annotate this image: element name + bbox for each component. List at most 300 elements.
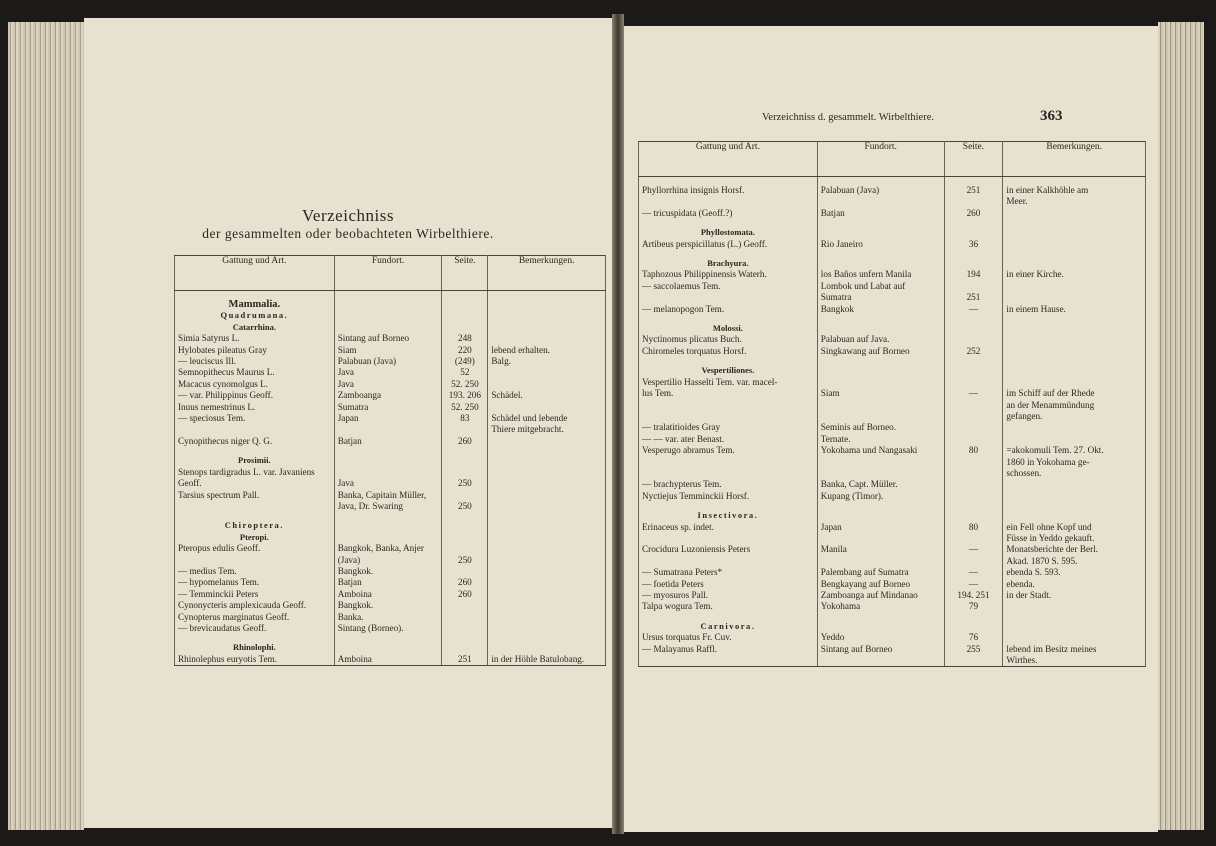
page-cell: [944, 468, 1003, 479]
remarks-cell: [1003, 334, 1146, 345]
page-cell: 76: [944, 632, 1003, 643]
empty-cell: [639, 315, 818, 323]
species-cell: — saccolaemus Tem.: [639, 281, 818, 292]
locality-cell: Yokohama: [817, 601, 944, 612]
spacer-row: [175, 634, 606, 642]
page-cell: 193. 206: [442, 390, 488, 401]
species-cell: Talpa wogura Tem.: [639, 601, 818, 612]
table-row: [175, 600, 606, 611]
species-cell: Cynopithecus niger Q. G.: [175, 436, 335, 447]
page-cell: [944, 196, 1003, 207]
species-cell: Hylobates pileatus Gray: [175, 345, 335, 356]
species-cell: — var. Philippinus Geoff.: [175, 390, 335, 401]
empty-cell: [1003, 315, 1146, 323]
empty-cell: [944, 365, 1003, 376]
empty-cell: [334, 291, 442, 300]
empty-cell: [175, 291, 335, 300]
locality-cell: Japan: [817, 522, 944, 533]
page-cell: [442, 600, 488, 611]
page-cell: [442, 623, 488, 634]
empty-cell: [488, 310, 606, 321]
remarks-cell: ebenda.: [1003, 579, 1146, 590]
remarks-cell: [488, 402, 606, 413]
col-header-genus: Gattung und Art.: [175, 256, 335, 291]
species-cell: Nyctiejus Temminckii Horsf.: [639, 491, 818, 502]
table-row: [639, 445, 1146, 456]
remarks-cell: Thiere mitgebracht.: [488, 424, 606, 435]
empty-cell: [488, 455, 606, 466]
table-row: [639, 281, 1146, 292]
table-row: [639, 655, 1146, 667]
page-cell: —: [944, 567, 1003, 578]
remarks-cell: ein Fell ohne Kopf und: [1003, 522, 1146, 533]
table-row: [639, 590, 1146, 601]
remarks-cell: 1860 in Yokohama ge-: [1003, 457, 1146, 468]
table-row: [639, 479, 1146, 490]
locality-cell: Java: [334, 367, 442, 378]
species-cell: Artibeus perspicillatus (L.) Geoff.: [639, 239, 818, 250]
empty-cell: [442, 291, 488, 300]
group-heading-row: [175, 310, 606, 321]
species-cell: — tralatitioides Gray: [639, 422, 818, 433]
locality-cell: [817, 468, 944, 479]
species-cell: Inuus nemestrinus L.: [175, 402, 335, 413]
table-row: [175, 555, 606, 566]
page-cell: 251: [442, 654, 488, 666]
page-cell: 80: [944, 522, 1003, 533]
table-row: [175, 436, 606, 447]
remarks-cell: an der Menammündung: [1003, 400, 1146, 411]
empty-cell: [175, 447, 335, 455]
col-header-remarks: Bemerkungen.: [488, 256, 606, 291]
remarks-cell: [488, 566, 606, 577]
table-row: [175, 654, 606, 666]
empty-cell: [944, 621, 1003, 632]
group-heading-row: [175, 322, 606, 333]
table-row: [175, 623, 606, 634]
species-cell: [639, 400, 818, 411]
locality-cell: Sintang auf Borneo: [334, 333, 442, 344]
table-row: [175, 333, 606, 344]
table-row: [175, 577, 606, 588]
locality-cell: Rio Janeiro: [817, 239, 944, 250]
group-heading-row: [175, 532, 606, 543]
locality-cell: Batjan: [334, 436, 442, 447]
empty-cell: [488, 322, 606, 333]
table-row: [639, 644, 1146, 655]
table-row: [639, 269, 1146, 280]
spacer-row: [639, 177, 1146, 186]
empty-cell: [1003, 621, 1146, 632]
locality-cell: [817, 655, 944, 667]
page-cell: [442, 424, 488, 435]
group-heading-row: [175, 520, 606, 531]
locality-cell: Siam: [817, 388, 944, 399]
locality-cell: Sintang (Borneo).: [334, 623, 442, 634]
species-cell: Pteropus edulis Geoff.: [175, 543, 335, 554]
remarks-cell: [488, 612, 606, 623]
group-heading: Catarrhina.: [175, 322, 335, 333]
locality-cell: Bengkayang auf Borneo: [817, 579, 944, 590]
empty-cell: [817, 613, 944, 621]
locality-cell: [817, 196, 944, 207]
group-heading-row: [639, 323, 1146, 334]
page-cell: [944, 334, 1003, 345]
spacer-row: [175, 447, 606, 455]
table-row: [175, 501, 606, 512]
species-cell: [639, 556, 818, 567]
empty-cell: [488, 447, 606, 455]
empty-cell: [334, 322, 442, 333]
locality-cell: [334, 467, 442, 478]
locality-cell: Banka, Capitain Müller,: [334, 490, 442, 501]
locality-cell: Palabuan (Java): [334, 356, 442, 367]
remarks-cell: in einer Kirche.: [1003, 269, 1146, 280]
empty-cell: [175, 634, 335, 642]
species-cell: — myosuros Pall.: [639, 590, 818, 601]
locality-cell: Manila: [817, 544, 944, 555]
empty-cell: [639, 177, 818, 186]
remarks-cell: Füsse in Yeddo gekauft.: [1003, 533, 1146, 544]
table-row: [175, 402, 606, 413]
locality-cell: Seminis auf Borneo.: [817, 422, 944, 433]
species-cell: [175, 555, 335, 566]
page-cell: [944, 556, 1003, 567]
group-heading: Phyllostomata.: [639, 227, 818, 238]
table-row: [639, 304, 1146, 315]
locality-cell: [817, 411, 944, 422]
empty-cell: [1003, 357, 1146, 365]
empty-cell: [442, 455, 488, 466]
empty-cell: [944, 323, 1003, 334]
page-cell: 220: [442, 345, 488, 356]
table-row: [639, 468, 1146, 479]
empty-cell: [944, 258, 1003, 269]
page-cell: —: [944, 304, 1003, 315]
page-cell: 250: [442, 478, 488, 489]
empty-cell: [1003, 613, 1146, 621]
empty-cell: [639, 250, 818, 258]
species-cell: [639, 655, 818, 667]
empty-cell: [1003, 502, 1146, 510]
species-cell: [175, 501, 335, 512]
empty-cell: [488, 291, 606, 300]
species-cell: Nyctinomus plicatus Buch.: [639, 334, 818, 345]
locality-cell: Batjan: [817, 208, 944, 219]
species-cell: [175, 424, 335, 435]
spacer-row: [639, 250, 1146, 258]
page-cell: —: [944, 544, 1003, 555]
locality-cell: (Java): [334, 555, 442, 566]
page-cell: 260: [442, 436, 488, 447]
page-cell: 251: [944, 185, 1003, 196]
species-cell: Crocidura Luzoniensis Peters: [639, 544, 818, 555]
empty-cell: [1003, 177, 1146, 186]
table-header: [639, 142, 1146, 177]
table-row: [639, 185, 1146, 196]
locality-cell: Amboina: [334, 589, 442, 600]
locality-cell: Japan: [334, 413, 442, 424]
locality-cell: Batjan: [334, 577, 442, 588]
locality-cell: Bangkok, Banka, Anjer: [334, 543, 442, 554]
species-cell: Erinaceus sp. indet.: [639, 522, 818, 533]
page-cell: 248: [442, 333, 488, 344]
locality-cell: Lombok und Labat auf: [817, 281, 944, 292]
page-cell: [442, 490, 488, 501]
remarks-cell: =akokomuli Tem. 27. Okt.: [1003, 445, 1146, 456]
locality-cell: Bangkok.: [334, 600, 442, 611]
right-page: [624, 26, 1158, 832]
remarks-cell: Schädel und lebende: [488, 413, 606, 424]
species-cell: — leuciscus Ill.: [175, 356, 335, 367]
species-cell: Stenops tardigradus L. var. Javaniens: [175, 467, 335, 478]
page-cell: 252: [944, 346, 1003, 357]
group-heading: Chiroptera.: [175, 520, 335, 531]
empty-cell: [817, 365, 944, 376]
remarks-cell: [488, 543, 606, 554]
left-species-table: [174, 255, 606, 666]
species-cell: — brevicaudatus Geoff.: [175, 623, 335, 634]
page-cell: [442, 566, 488, 577]
empty-cell: [334, 447, 442, 455]
table-row: [639, 601, 1146, 612]
page-cell: 36: [944, 239, 1003, 250]
empty-cell: [817, 502, 944, 510]
page-cell: 250: [442, 555, 488, 566]
page-title: Verzeichniss: [302, 206, 394, 225]
page-cell: [944, 411, 1003, 422]
remarks-cell: [1003, 281, 1146, 292]
remarks-cell: [1003, 491, 1146, 502]
remarks-cell: [1003, 292, 1146, 303]
empty-cell: [334, 299, 442, 310]
remarks-cell: gefangen.: [1003, 411, 1146, 422]
page-cell: [944, 479, 1003, 490]
locality-cell: Ternate.: [817, 434, 944, 445]
empty-cell: [334, 532, 442, 543]
locality-cell: [817, 533, 944, 544]
group-heading: Brachyura.: [639, 258, 818, 269]
remarks-cell: [488, 333, 606, 344]
remarks-cell: im Schiff auf der Rhede: [1003, 388, 1146, 399]
spacer-row: [175, 291, 606, 300]
species-cell: — brachypterus Tem.: [639, 479, 818, 490]
remarks-cell: [488, 379, 606, 390]
species-cell: — speciosus Tem.: [175, 413, 335, 424]
page-cell: 52. 250: [442, 379, 488, 390]
col-header-page: Seite.: [944, 142, 1003, 177]
table-row: [175, 413, 606, 424]
locality-cell: Java, Dr. Swaring: [334, 501, 442, 512]
remarks-cell: Balg.: [488, 356, 606, 367]
empty-cell: [488, 642, 606, 653]
col-header-remarks: Bemerkungen.: [1003, 142, 1146, 177]
species-cell: [639, 457, 818, 468]
table-row: [639, 567, 1146, 578]
group-heading: Mammalia.: [175, 299, 335, 310]
empty-cell: [944, 510, 1003, 521]
page-cell: [944, 533, 1003, 544]
remarks-cell: ebenda S. 593.: [1003, 567, 1146, 578]
remarks-cell: Monatsberichte der Berl.: [1003, 544, 1146, 555]
table-row: [639, 208, 1146, 219]
species-cell: Phyllorrhina insignis Horsf.: [639, 185, 818, 196]
remarks-cell: [488, 367, 606, 378]
page-cell: [944, 400, 1003, 411]
locality-cell: Kupang (Timor).: [817, 491, 944, 502]
table-row: [175, 379, 606, 390]
table-row: [639, 239, 1146, 250]
page-cell: [944, 377, 1003, 388]
empty-cell: [639, 502, 818, 510]
page-cell: 83: [442, 413, 488, 424]
locality-cell: Yeddo: [817, 632, 944, 643]
empty-cell: [944, 502, 1003, 510]
right-page-edge: [1158, 22, 1204, 830]
locality-cell: Sumatra: [817, 292, 944, 303]
empty-cell: [817, 250, 944, 258]
species-cell: — Malayanus Raffl.: [639, 644, 818, 655]
empty-cell: [488, 520, 606, 531]
empty-cell: [334, 634, 442, 642]
page-cell: (249): [442, 356, 488, 367]
species-cell: [639, 468, 818, 479]
locality-cell: Zamboanga: [334, 390, 442, 401]
page-cell: 250: [442, 501, 488, 512]
page-cell: [944, 434, 1003, 445]
table-row: [175, 543, 606, 554]
page-cell: 260: [442, 589, 488, 600]
table-row: [639, 388, 1146, 399]
page-cell: 194. 251: [944, 590, 1003, 601]
remarks-cell: [1003, 601, 1146, 612]
spacer-row: [639, 357, 1146, 365]
species-cell: Taphozous Philippinensis Waterh.: [639, 269, 818, 280]
group-heading-row: [639, 621, 1146, 632]
group-heading: Quadrumana.: [175, 310, 335, 321]
empty-cell: [1003, 258, 1146, 269]
group-heading-row: [639, 227, 1146, 238]
empty-cell: [442, 532, 488, 543]
remarks-cell: in einer Kalkhöhle am: [1003, 185, 1146, 196]
group-heading: Vespertiliones.: [639, 365, 818, 376]
empty-cell: [1003, 227, 1146, 238]
remarks-cell: schossen.: [1003, 468, 1146, 479]
remarks-cell: [1003, 208, 1146, 219]
empty-cell: [334, 520, 442, 531]
empty-cell: [944, 315, 1003, 323]
species-cell: — Temminckii Peters: [175, 589, 335, 600]
left-page: [84, 18, 612, 828]
table-row: [175, 467, 606, 478]
group-heading: Insectivora.: [639, 510, 818, 521]
page-cell: [944, 422, 1003, 433]
remarks-cell: [488, 436, 606, 447]
empty-cell: [944, 357, 1003, 365]
species-cell: Chiromeles torquatus Horsf.: [639, 346, 818, 357]
page-cell: [944, 491, 1003, 502]
empty-cell: [817, 621, 944, 632]
col-header-page: Seite.: [442, 256, 488, 291]
table-row: [639, 400, 1146, 411]
empty-cell: [1003, 510, 1146, 521]
remarks-cell: Schädel.: [488, 390, 606, 401]
remarks-cell: Meer.: [1003, 196, 1146, 207]
group-heading-row: [175, 299, 606, 310]
locality-cell: Singkawang auf Borneo: [817, 346, 944, 357]
group-heading-row: [175, 642, 606, 653]
locality-cell: [817, 377, 944, 388]
group-heading-row: [175, 455, 606, 466]
locality-cell: Sintang auf Borneo: [817, 644, 944, 655]
species-cell: Ursus torquatus Fr. Cuv.: [639, 632, 818, 643]
empty-cell: [944, 613, 1003, 621]
table-row: [639, 411, 1146, 422]
empty-cell: [334, 310, 442, 321]
empty-cell: [442, 634, 488, 642]
locality-cell: Sumatra: [334, 402, 442, 413]
empty-cell: [334, 455, 442, 466]
table-row: [175, 356, 606, 367]
group-heading-row: [639, 365, 1146, 376]
page-cell: [442, 612, 488, 623]
empty-cell: [488, 512, 606, 520]
species-cell: lus Tem.: [639, 388, 818, 399]
spacer-row: [639, 502, 1146, 510]
species-cell: Semnopithecus Maurus L.: [175, 367, 335, 378]
locality-cell: [817, 457, 944, 468]
page-cell: [944, 655, 1003, 667]
page-cell: 52: [442, 367, 488, 378]
locality-cell: los Baños unfern Manila: [817, 269, 944, 280]
locality-cell: Siam: [334, 345, 442, 356]
table-row: [175, 367, 606, 378]
empty-cell: [488, 634, 606, 642]
locality-cell: Palabuan auf Java.: [817, 334, 944, 345]
empty-cell: [442, 322, 488, 333]
locality-cell: Yokohama und Nangasaki: [817, 445, 944, 456]
species-cell: [639, 411, 818, 422]
locality-cell: Bangkok: [817, 304, 944, 315]
empty-cell: [944, 219, 1003, 227]
page-cell: 255: [944, 644, 1003, 655]
species-cell: — hypomelanus Tem.: [175, 577, 335, 588]
book-spine: [612, 14, 624, 834]
species-cell: Simia Satyrus L.: [175, 333, 335, 344]
empty-cell: [442, 299, 488, 310]
empty-cell: [488, 532, 606, 543]
table-row: [639, 422, 1146, 433]
remarks-cell: lebend im Besitz meines: [1003, 644, 1146, 655]
species-cell: Macacus cynomolgus L.: [175, 379, 335, 390]
locality-cell: Banka, Capt. Müller.: [817, 479, 944, 490]
remarks-cell: [488, 478, 606, 489]
spacer-row: [639, 315, 1146, 323]
locality-cell: [817, 556, 944, 567]
page-cell: —: [944, 579, 1003, 590]
empty-cell: [442, 520, 488, 531]
empty-cell: [334, 512, 442, 520]
empty-cell: [1003, 323, 1146, 334]
table-row: [639, 377, 1146, 388]
empty-cell: [442, 447, 488, 455]
page-cell: 194: [944, 269, 1003, 280]
empty-cell: [817, 258, 944, 269]
col-header-genus: Gattung und Art.: [639, 142, 818, 177]
empty-cell: [442, 310, 488, 321]
remarks-cell: [1003, 632, 1146, 643]
species-cell: Cynopterus marginatus Geoff.: [175, 612, 335, 623]
